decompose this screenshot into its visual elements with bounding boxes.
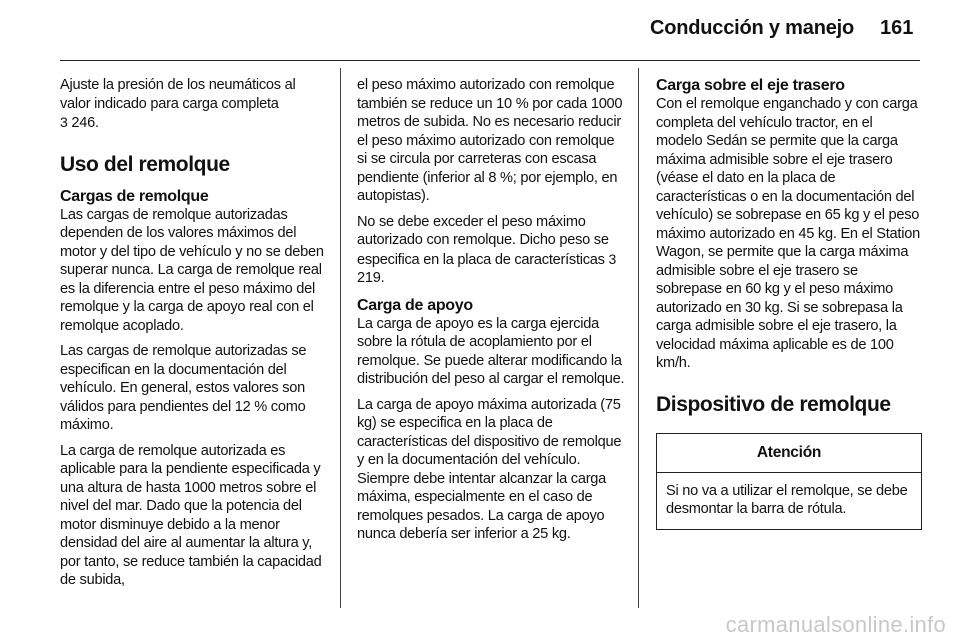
subsection-title-trailer-loads: Cargas de remolque (60, 187, 209, 205)
section-title-towing-device: Dispositivo de remolque (656, 392, 891, 416)
column-1 (60, 76, 326, 597)
section-title-trailer-use: Uso del remolque (60, 152, 230, 176)
intro-page-ref: 246. (71, 115, 99, 131)
chapter-title: Conducción y manejo (650, 17, 855, 39)
paragraph: Con el remolque enganchado y con carga completa del vehículo tractor, en el modelo Sedán se permite que la carga máxima admisible sobre el eje trasero (véase el dato en la placa de características o en la documentación del vehículo) se sobrepase en 65 kg y el peso máximo autorizado en 45 kg. En el Station Wagon, se permite que la carga máxima admisible sobre el eje trasero se sobrepase en 60 kg y el peso máximo autorizado en 30 kg. Si se sobrepasa la carga admisible sobre el eje trasero, la velocidad máxima aplicable es de 100 km/h. (656, 96, 920, 371)
header-divider (60, 60, 920, 61)
paragraph-text: No se debe exceder el peso máximo autorizado con remolque. Dicho peso se especifica en la placa de características (357, 213, 609, 268)
page-header (0, 0, 960, 58)
page-reference-arrow-icon: 3 (60, 114, 68, 130)
column-divider-1 (340, 68, 341, 608)
paragraph (357, 213, 625, 288)
page-reference-arrow-icon: 3 (608, 250, 617, 267)
paragraph: Las cargas de remolque autorizadas se especifican en la documentación del vehículo. En general, estos valores son válidos para pendientes del 12 % como máximo. (60, 343, 307, 433)
notice-title: Atención (657, 434, 921, 473)
column-2 (357, 76, 625, 551)
subsection-title-rear-axle-load: Carga sobre el eje trasero (656, 77, 845, 94)
notice-text: Si no va a utilizar el remolque, se debe desmontar la barra de rótula. (666, 482, 908, 517)
column-divider-2 (638, 68, 639, 608)
watermark: carmanualsonline.info (725, 612, 946, 637)
paragraph: La carga de remolque autorizada es aplicable para la pendiente especificada y una altura de hasta 1000 metros sobre el nivel del mar. Dado que la potencia del motor disminuye debido a la menor densidad del aire al aumentar la altura y, por tanto, se reduce también la capacidad de subida, (60, 442, 322, 588)
intro-paragraph (60, 76, 326, 133)
paragraph: La carga de apoyo máxima autorizada (75 kg) se especifica en la placa de características del dispositivo de remolque y en la documentación del vehículo. Siempre debe intentar alcanzar la carga máxima, especialmente en el caso de remolques pesados. La carga de apoyo nunca debería ser inferior a 25 kg. (357, 396, 622, 542)
page-number: 161 (880, 17, 914, 39)
paragraph: el peso máximo autorizado con remolque también se reduce un 10 % por cada 1000 metros de subida. No es necesario reducir el peso máximo autorizado con remolque si se circula por carreteras con escasa pendiente (inferior al 8 %; por ejemplo, en autopistas). (357, 77, 623, 204)
intro-text: Ajuste la presión de los neumáticos al valor indicado para carga completa (60, 77, 296, 112)
subsection-title-support-load: Carga de apoyo (357, 296, 473, 314)
paragraph: La carga de apoyo es la carga ejercida sobre la rótula de acoplamiento por el remolque. Se puede alterar modificando la distribución del peso al cargar el remolque. (357, 315, 625, 387)
page-ref: 219. (357, 270, 385, 286)
paragraph: Las cargas de remolque autorizadas dependen de los valores máximos del motor y del tipo de vehículo y no se deben superar nunca. La carga de remolque real es la diferencia entre el peso máximo del remolque y la carga de apoyo real con el remolque acoplado. (60, 206, 324, 334)
column-3 (656, 76, 922, 530)
attention-notice-box (656, 433, 922, 530)
